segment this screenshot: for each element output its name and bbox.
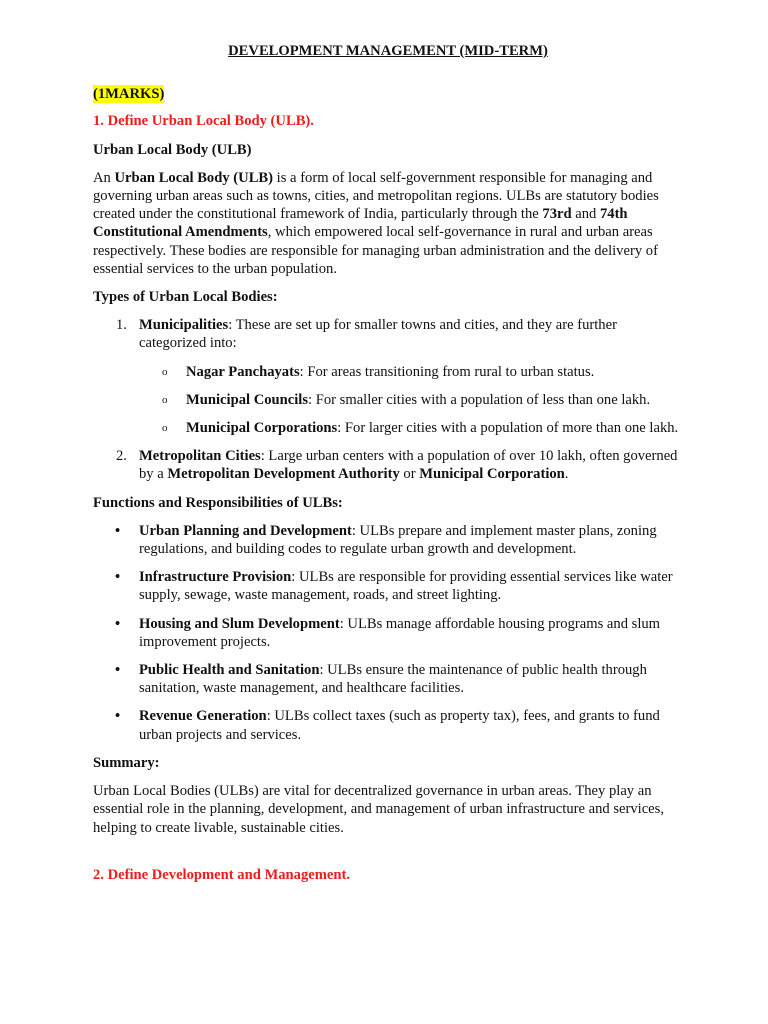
type-bold-mc: Municipal Corporation xyxy=(419,466,565,483)
function-term: Public Health and Sanitation xyxy=(139,662,320,679)
summary-paragraph: Urban Local Bodies (ULBs) are vital for decentralized governance in urban areas. They play an essential role in the planning, development, and management of urban infrastructure and services, helping to create livable, sustainable cities. xyxy=(93,783,664,836)
document-page xyxy=(93,42,683,894)
list-number: 2. xyxy=(116,448,127,465)
subtype-item xyxy=(139,419,683,437)
bullet-icon: • xyxy=(115,708,121,725)
function-term: Infrastructure Provision xyxy=(139,569,292,586)
intro-text-4: , which empowered local self-governance in rural and urban areas respectively. These bodies are responsible for managing urban administration and the delivery of essential services to the urban population. xyxy=(93,224,658,277)
function-item xyxy=(93,707,683,743)
subtype-term: Nagar Panchayats xyxy=(186,363,300,380)
type-desc-end: . xyxy=(564,466,569,483)
function-term: Urban Planning and Development xyxy=(139,522,352,539)
subtype-term: Municipal Councils xyxy=(186,391,309,408)
function-term: Revenue Generation xyxy=(139,708,267,725)
intro-bold-73rd: 73rd xyxy=(542,206,572,223)
ulb-subheading: Urban Local Body (ULB) xyxy=(93,141,252,158)
function-desc: : ULBs collect taxes (such as property tax), fees, and grants to fund urban projects and services. xyxy=(139,708,660,743)
question-1-heading: 1. Define Urban Local Body (ULB). xyxy=(93,113,314,130)
function-item xyxy=(93,615,683,651)
intro-text-1: An xyxy=(93,169,115,186)
type-desc: : These are set up for smaller towns and cities, and they are further categorized into: xyxy=(139,317,617,352)
subtype-item xyxy=(139,391,683,409)
circle-bullet-icon: o xyxy=(162,393,168,406)
circle-bullet-icon: o xyxy=(162,422,168,435)
ulb-intro-paragraph xyxy=(93,169,683,278)
question-2-heading: 2. Define Development and Management. xyxy=(93,866,350,883)
marks-label: (1MARKS) xyxy=(93,86,165,103)
bullet-icon: • xyxy=(115,522,121,539)
function-desc: : ULBs prepare and implement master plans, zoning regulations, and building codes to regulate urban growth and development. xyxy=(139,522,657,558)
function-term: Housing and Slum Development xyxy=(139,615,340,632)
bullet-icon: • xyxy=(115,662,121,679)
blank-line xyxy=(93,847,683,866)
municipality-subtypes-list xyxy=(139,363,683,438)
functions-list xyxy=(93,522,683,744)
summary-heading: Summary: xyxy=(93,754,160,771)
types-list xyxy=(93,316,683,483)
intro-text-2: is a form of local self-government responsible for managing and governing urban areas such as towns, cities, and metropolitan regions. ULBs are statutory bodies created under the constitutional framework of India, particularly through the xyxy=(93,169,659,223)
subtype-desc: : For areas transitioning from rural to urban status. xyxy=(299,363,595,380)
function-item xyxy=(93,568,683,604)
type-item-metropolitan xyxy=(93,447,683,483)
type-term: Municipalities xyxy=(139,317,229,334)
subtype-term: Municipal Corporations xyxy=(186,420,338,437)
type-term: Metropolitan Cities xyxy=(139,448,261,465)
type-desc: : Large urban centers with a population of over 10 lakh, often governed by a xyxy=(139,448,678,483)
function-desc: : ULBs are responsible for providing essential services like water supply, sewage, waste management, roads, and street lighting. xyxy=(139,569,673,604)
intro-text-3: and xyxy=(571,206,600,223)
bullet-icon: • xyxy=(115,615,121,632)
types-heading: Types of Urban Local Bodies: xyxy=(93,289,278,306)
bullet-icon: • xyxy=(115,569,121,586)
function-desc: : ULBs manage affordable housing programs and slum improvement projects. xyxy=(139,615,661,650)
intro-bold-74th: 74th Constitutional Amendments xyxy=(93,206,628,241)
subtype-desc: : For smaller cities with a population of less than one lakh. xyxy=(308,391,651,408)
document-title: DEVELOPMENT MANAGEMENT (MID-TERM) xyxy=(228,43,548,59)
circle-bullet-icon: o xyxy=(162,365,168,378)
function-desc: : ULBs ensure the maintenance of public health through sanitation, waste management, and healthcare facilities. xyxy=(139,662,647,697)
subtype-desc: : For larger cities with a population of more than one lakh. xyxy=(337,420,679,437)
type-item-municipalities xyxy=(93,316,683,437)
intro-bold-ulb: Urban Local Body (ULB) xyxy=(114,169,274,186)
type-desc-or: or xyxy=(399,466,420,483)
subtype-item xyxy=(139,363,683,381)
functions-heading: Functions and Responsibilities of ULBs: xyxy=(93,494,343,511)
list-number: 1. xyxy=(116,317,127,334)
type-bold-mda: Metropolitan Development Authority xyxy=(167,466,400,483)
function-item xyxy=(93,522,683,558)
function-item xyxy=(93,661,683,697)
